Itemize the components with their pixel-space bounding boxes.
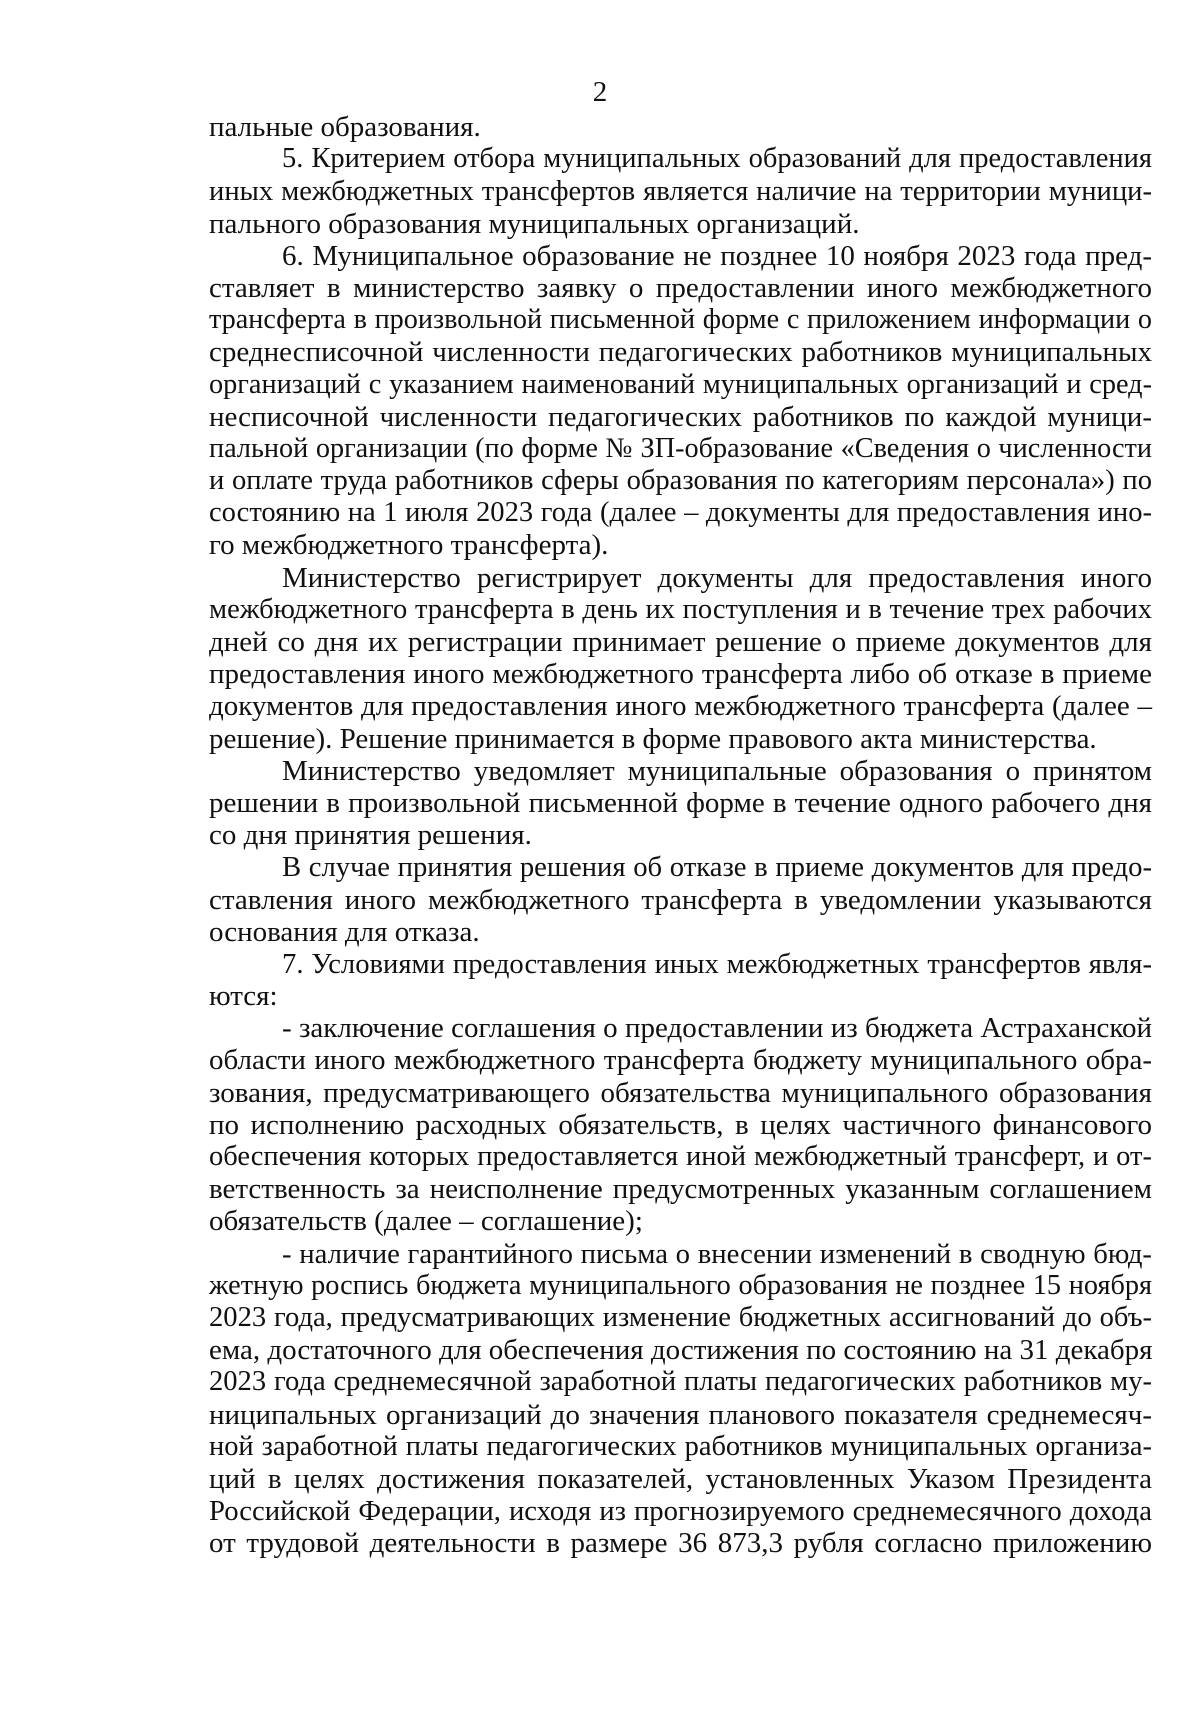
text-line: - заключение соглашения о предоставлении из бюджета Астраханской [282, 1012, 1152, 1045]
text-line: пального образования муниципальных организаций. [209, 207, 860, 240]
text-line: ций в целях достижения показателей, установленных Указом Президента [209, 1462, 1152, 1495]
text-line: области иного межбюджетного трансферта бюджету муниципального обра- [209, 1044, 1152, 1077]
text-line: иных межбюджетных трансфертов является наличие на территории муници- [209, 175, 1152, 208]
text-line: ветственность за неисполнение предусмотренных указанным соглашением [209, 1173, 1152, 1206]
text-line: ются: [209, 980, 278, 1013]
text-line: В случае принятия решения об отказе в приеме документов для предо- [282, 851, 1152, 884]
text-line: го межбюджетного трансферта). [209, 529, 609, 562]
text-line: ставляет в министерство заявку о предоставлении иного межбюджетного [209, 271, 1152, 304]
text-line: состоянию на 1 июля 2023 года (далее – документы для предоставления ино- [209, 497, 1152, 529]
text-line: решение). Решение принимается в форме правового акта министерства. [209, 722, 1097, 755]
text-line: и оплате труда работников сферы образования по категориям персонала») по [209, 465, 1152, 497]
text-line: со дня принятия решения. [209, 819, 532, 852]
text-line: пальной организации (по форме № ЗП-образование «Сведения о численности [209, 432, 1152, 464]
text-line: основания для отказа. [209, 915, 480, 948]
text-line: от трудовой деятельности в размере 36 873,3 рубля согласно приложению [209, 1527, 1152, 1560]
text-line: - наличие гарантийного письма о внесении изменений в сводную бюд- [282, 1237, 1152, 1270]
text-line: по исполнению расходных обязательств, в целях частичного финансового [209, 1108, 1152, 1141]
text-line: 2023 года среднемесячной заработной платы педагогических работников му- [209, 1366, 1152, 1398]
text-line: жетную роспись бюджета муниципального образования не позднее 15 ноября [209, 1269, 1152, 1301]
text-line: документов для предоставления иного межбюджетного трансферта (далее – [209, 690, 1152, 723]
text-line: дней со дня их регистрации принимает решение о приеме документов для [209, 626, 1152, 658]
text-line: 7. Условиями предоставления иных межбюджетных трансфертов явля- [282, 947, 1152, 980]
page-number: 2 [592, 76, 608, 108]
text-line: Министерство уведомляет муниципальные образования о принятом [282, 754, 1152, 787]
text-line: ема, достаточного для обеспечения достижения по состоянию на 31 декабря [209, 1334, 1153, 1367]
text-line: несписочной численности педагогических работников по каждой муници- [209, 400, 1152, 433]
text-line: Министерство регистрирует документы для предоставления иного [282, 561, 1152, 594]
text-line: обязательств (далее – соглашение); [209, 1205, 643, 1238]
text-line: трансферта в произвольной письменной форме с приложением информации о [209, 304, 1152, 336]
text-line: 2023 года, предусматривающих изменение бюджетных ассигнований до объ- [209, 1301, 1152, 1333]
document-body [209, 111, 1152, 1559]
text-line: решении в произвольной письменной форме в течение одного рабочего дня [209, 786, 1152, 819]
text-line: предоставления иного межбюджетного трансферта либо об отказе в приеме [209, 658, 1152, 691]
text-line: зования, предусматривающего обязательства муниципального образования [209, 1076, 1152, 1109]
text-line: межбюджетного трансферта в день их поступления и в течение трех рабочих [209, 593, 1152, 625]
text-line: организаций с указанием наименований муниципальных организаций и сред- [209, 368, 1152, 400]
text-line: ставления иного межбюджетного трансферта в уведомлении указываются [209, 883, 1152, 916]
text-line: среднесписочной численности педагогических работников муниципальных [209, 336, 1152, 369]
text-line: обеспечения которых предоставляется иной межбюджетный трансферт, и от- [209, 1141, 1152, 1172]
text-line: пальные образования. [209, 111, 481, 143]
text-line: 6. Муниципальное образование не позднее 10 ноября 2023 года пред- [282, 239, 1152, 272]
text-line: 5. Критерием отбора муниципальных образований для предоставления [282, 143, 1152, 175]
text-line: ной заработной платы педагогических работников муниципальных организа- [209, 1430, 1152, 1462]
text-line: Российской Федерации, исходя из прогнозируемого среднемесячного дохода [209, 1495, 1152, 1528]
text-line: ниципальных организаций до значения планового показателя среднемесяч- [209, 1398, 1152, 1431]
